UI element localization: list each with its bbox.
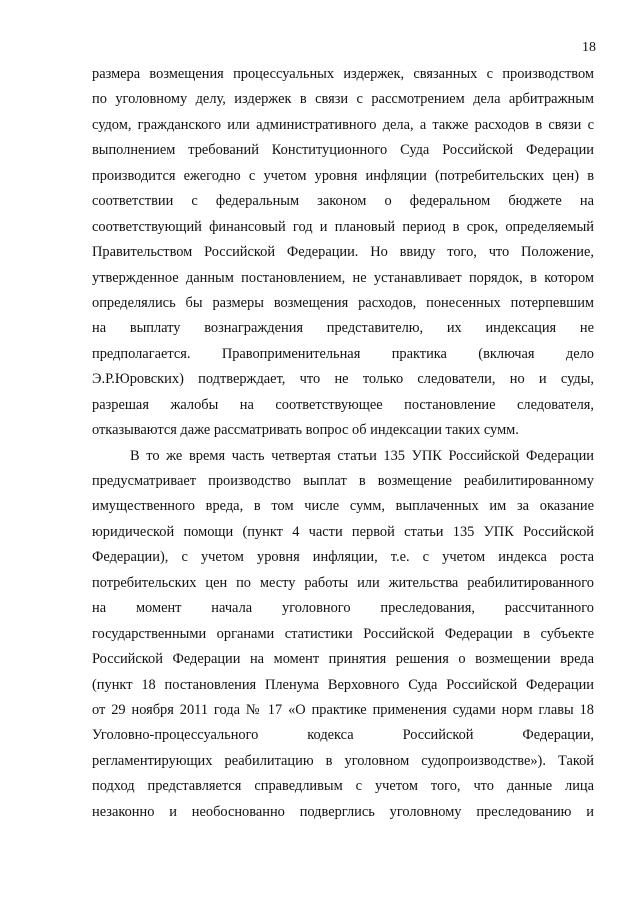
document-body [92,62,594,825]
text-line: Федерации), с учетом уровня инфляции, т.е. с учетом индекса роста [92,549,594,566]
page-number: 18 [582,40,596,55]
text-line: определялись бы размеры возмещения расходов, понесенных потерпевшим [92,294,594,311]
text-line: производится ежегодно с учетом уровня инфляции (потребительских цен) в [92,167,594,184]
text-line: регламентирующих реабилитацию в уголовном судопроизводстве»). Такой [92,752,594,769]
text-line: незаконно и необоснованно подверглись уголовному преследованию и [92,803,594,820]
text-line: предусматривает производство выплат в возмещение реабилитированному [92,473,594,489]
text-line: В то же время часть четвертая статьи 135 УПК Российской Федерации [130,447,594,464]
text-line: юридической помощи (пункт 4 части первой статьи 135 УПК Российской [92,523,594,540]
paragraph-1 [92,62,594,444]
text-line: размера возмещения процессуальных издержек, связанных с производством [92,66,594,82]
text-line: Российской Федерации на момент принятия решения о возмещении вреда [92,651,594,668]
text-line: соответствии с федеральным законом о федеральном бюджете на [92,193,594,210]
text-line: соответствующий финансовый год и плановый период в срок, определяемый [92,218,594,235]
text-line: судом, гражданского или административного дела, а также расходов в связи с [92,116,594,133]
text-line: на момент начала уголовного преследования, рассчитанного [92,600,594,617]
text-line: выполнением требований Конституционного Суда Российской Федерации [92,142,594,159]
text-line: отказываются даже рассматривать вопрос об индексации таких сумм. [92,422,519,439]
paragraph-2 [92,444,594,826]
text-line: Правительством Российской Федерации. Но ввиду того, что Положение, [92,244,594,261]
text-line: имущественного вреда, в том числе сумм, выплаченных им за оказание [92,498,594,515]
text-line: утвержденное данным постановлением, не устанавливает порядок, в котором [92,269,594,286]
text-line: на выплату вознаграждения представителю, их индексация не [92,320,594,337]
text-line: Уголовно-процессуального кодекса Российской Федерации, [92,727,594,744]
text-line: государственными органами статистики Российской Федерации в субъекте [92,625,594,642]
text-line: предполагается. Правоприменительная практика (включая дело [92,345,594,362]
text-line: разрешая жалобы на соответствующее постановление следователя, [92,396,594,413]
text-line: потребительских цен по месту работы или жительства реабилитированного [92,574,594,591]
text-line: (пункт 18 постановления Пленума Верховного Суда Российской Федерации [92,676,594,693]
text-line: подход представляется справедливым с учетом того, что данные лица [92,778,594,795]
text-line: от 29 ноября 2011 года № 17 «О практике применения судами норм главы 18 [92,701,594,718]
text-line: Э.Р.Юровских) подтверждает, что не только следователи, но и суды, [92,371,594,388]
text-line: по уголовному делу, издержек в связи с рассмотрением дела арбитражным [92,91,594,108]
